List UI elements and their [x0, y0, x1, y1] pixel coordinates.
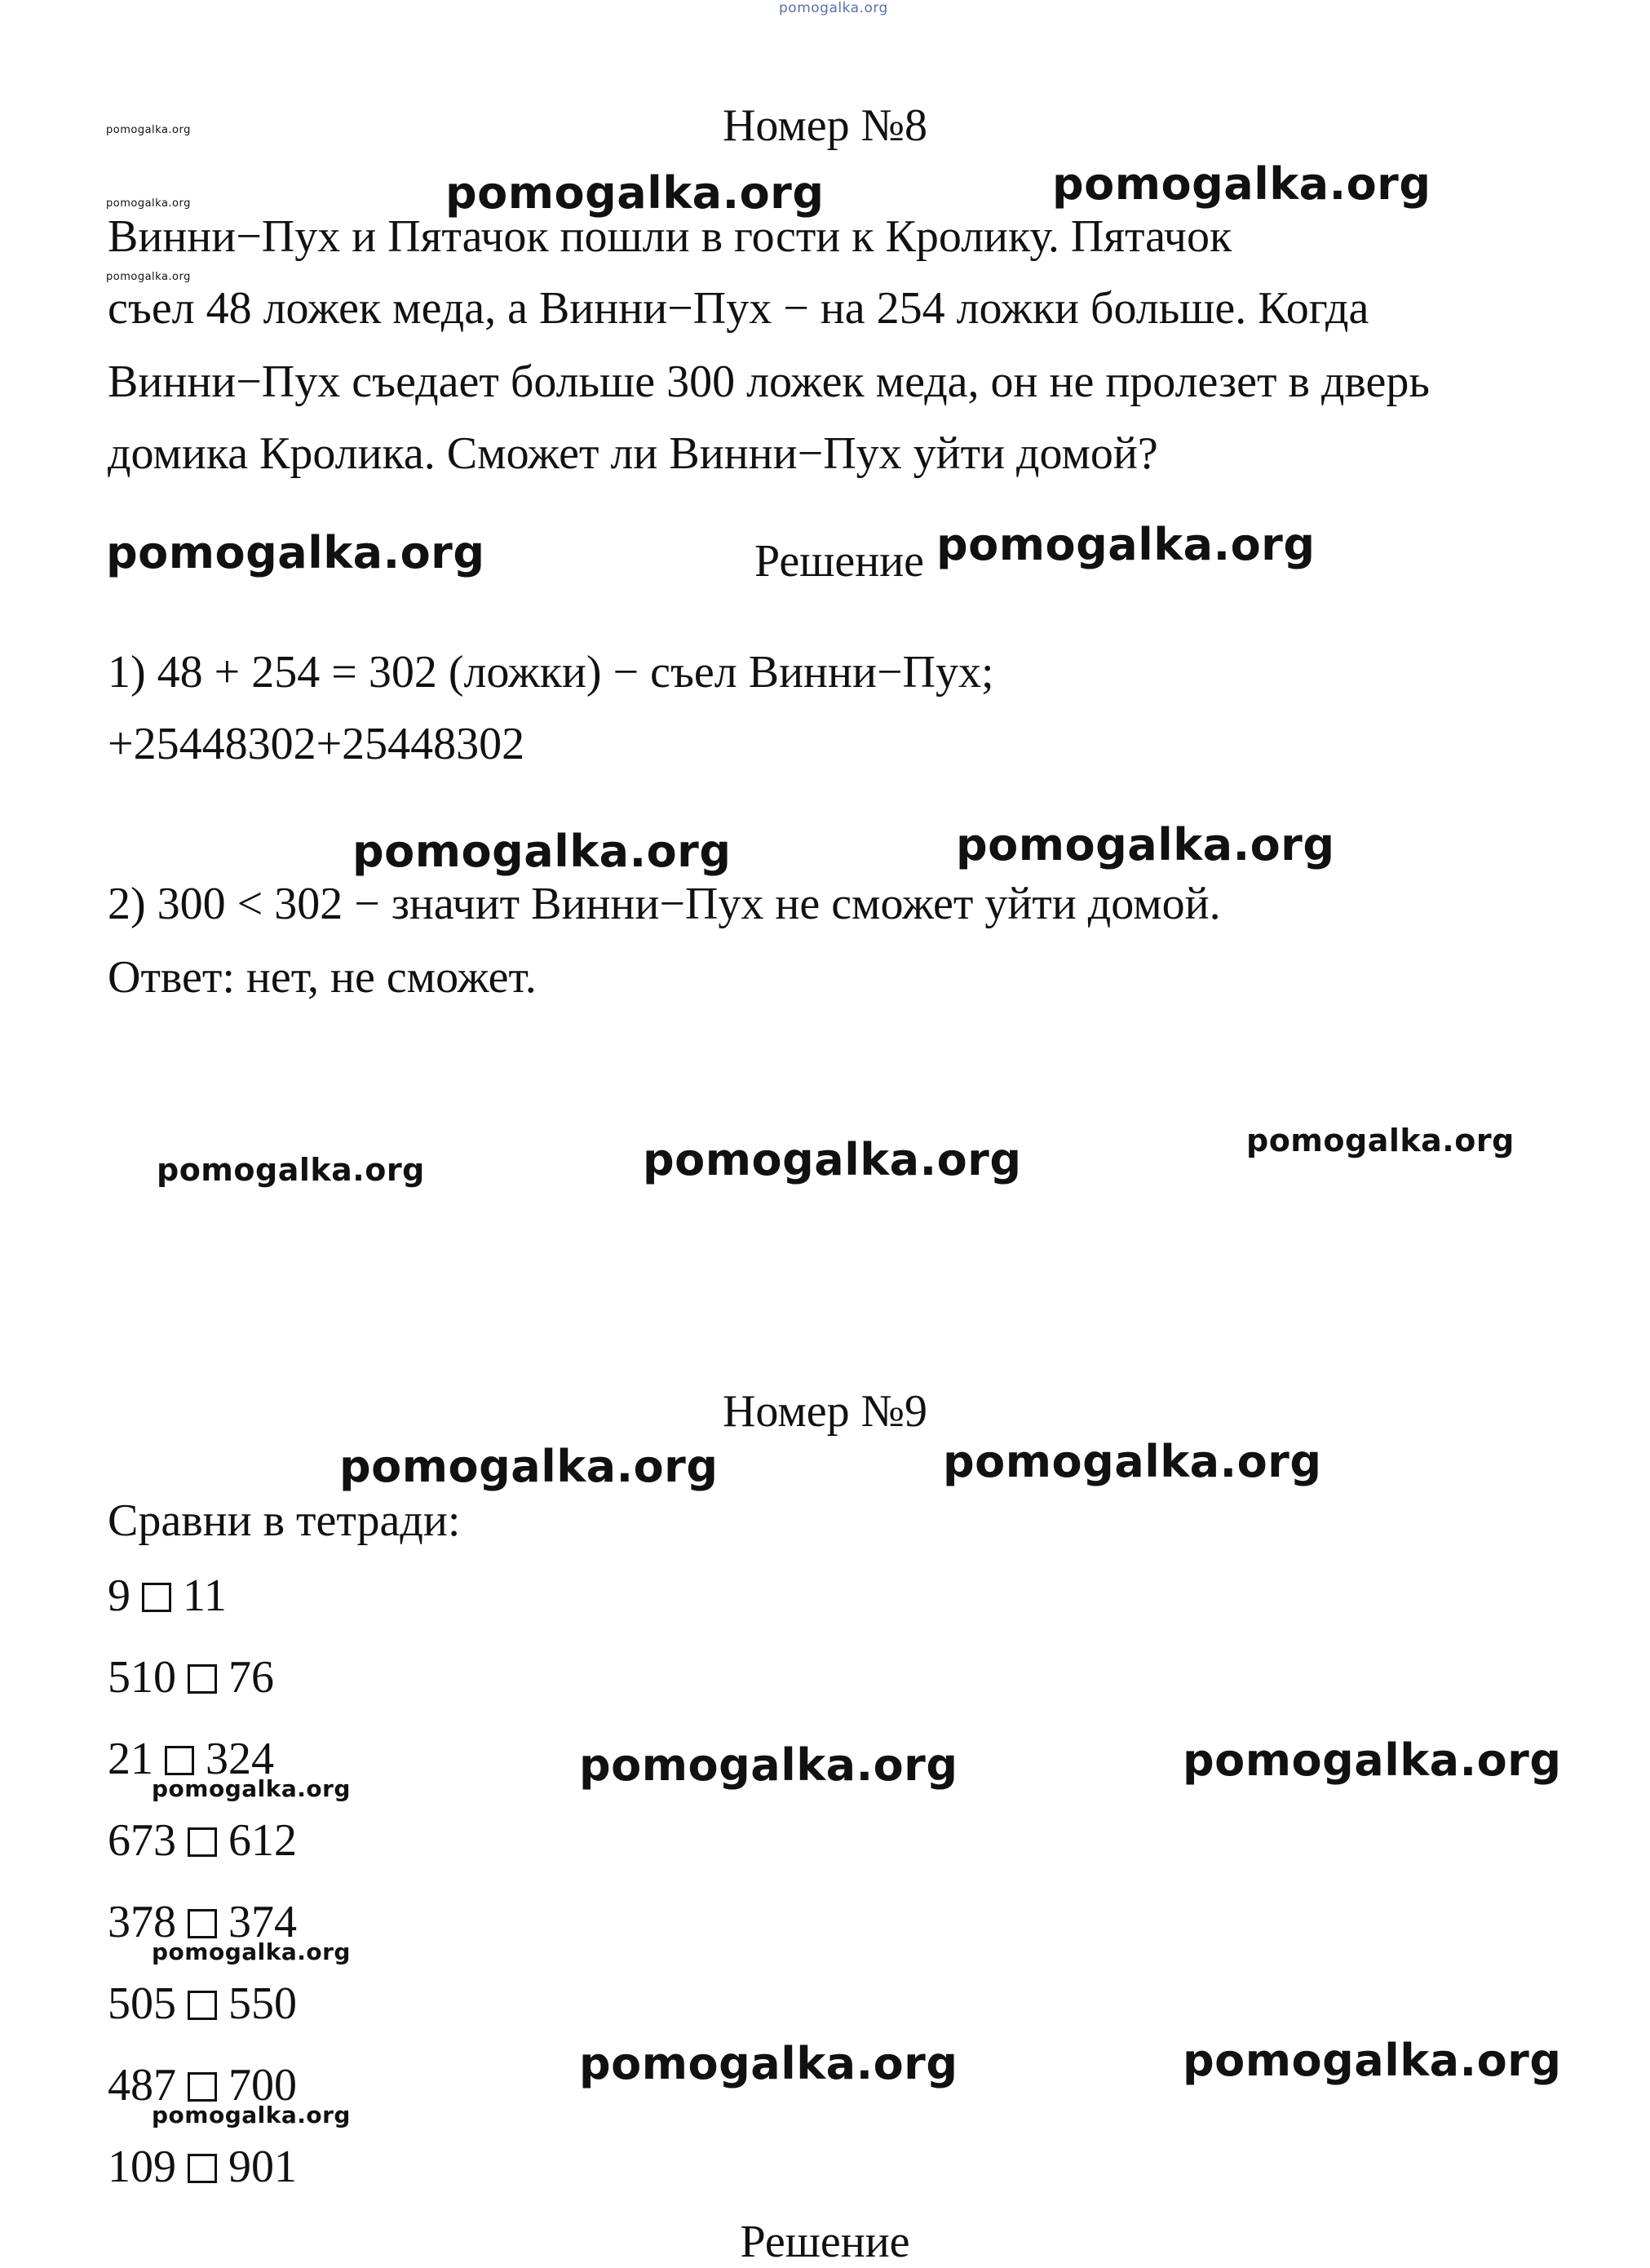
- watermark: pomogalka.org: [1183, 1734, 1562, 1786]
- comparison-right: 324: [206, 1734, 274, 1784]
- watermark-top: pomogalka.org: [779, 0, 888, 16]
- comparison-left: 109: [108, 2142, 176, 2192]
- watermark: pomogalka.org: [936, 519, 1316, 570]
- watermark: pomogalka.org: [152, 1775, 351, 1802]
- comparison-right: 901: [228, 2142, 297, 2192]
- task8-step: 1) 48 + 254 = 302 (ложки) − съел Винни−Пух;: [108, 647, 994, 698]
- comparison-box: [188, 1664, 217, 1694]
- comparison-right: 550: [228, 1978, 297, 2029]
- comparison-left: 505: [108, 1978, 176, 2029]
- task8-problem-line: Винни−Пух и Пятачок пошли в гости к Кролику. Пятачок: [108, 211, 1232, 262]
- comparison-left: 378: [108, 1897, 176, 1947]
- watermark: pomogalka.org: [352, 826, 732, 877]
- watermark: pomogalka.org: [579, 2038, 958, 2089]
- comparison-row: [108, 1815, 297, 1866]
- comparison-right: 700: [228, 2060, 297, 2111]
- task8-problem-line: домика Кролика. Сможет ли Винни−Пух уйти домой?: [108, 428, 1158, 479]
- comparison-box: [188, 2072, 217, 2102]
- watermark: pomogalka.org: [1052, 158, 1431, 210]
- comparison-right: 374: [228, 1897, 297, 1947]
- comparison-box: [165, 1746, 194, 1775]
- comparison-row: [108, 1652, 274, 1703]
- watermark: pomogalka.org: [1246, 1123, 1515, 1158]
- comparison-right: 76: [228, 1652, 274, 1703]
- comparison-right: 612: [228, 1815, 297, 1866]
- comparison-box: [188, 1991, 217, 2020]
- watermark-tiny: pomogalka.org: [106, 271, 191, 283]
- comparison-box: [188, 2154, 217, 2183]
- watermark: pomogalka.org: [943, 1436, 1322, 1487]
- watermark: pomogalka.org: [106, 527, 485, 578]
- task8-title: Номер №8: [722, 100, 928, 151]
- watermark: pomogalka.org: [1183, 2035, 1562, 2086]
- watermark-tiny: pomogalka.org: [106, 124, 191, 136]
- comparison-row: [108, 2144, 297, 2190]
- comparison-row: [108, 1570, 227, 1621]
- watermark: pomogalka.org: [152, 2102, 351, 2128]
- task8-problem-line: Винни−Пух съедает больше 300 ложек меда, он не пролезет в дверь: [108, 357, 1430, 407]
- comparison-left: 510: [108, 1652, 176, 1703]
- task8-step: +25448302+25448302: [108, 719, 525, 769]
- task8-problem-line: съел 48 ложек меда, а Винни−Пух − на 254 ложки больше. Когда: [108, 283, 1369, 334]
- task9-prompt: Сравни в тетради:: [108, 1495, 461, 1546]
- comparison-box: [142, 1583, 171, 1612]
- comparison-left: 487: [108, 2060, 176, 2111]
- comparison-box: [188, 1827, 217, 1857]
- watermark: pomogalka.org: [152, 1938, 351, 1965]
- comparison-box: [188, 1909, 217, 1938]
- watermark-tiny: pomogalka.org: [106, 197, 191, 210]
- task8-solution-heading: Решение: [754, 536, 925, 587]
- task8-step: 2) 300 < 302 − значит Винни−Пух не сможет уйти домой.: [108, 879, 1221, 929]
- comparison-left: 21: [108, 1734, 153, 1784]
- task8-answer: Ответ: нет, не сможет.: [108, 952, 537, 1003]
- watermark: pomogalka.org: [339, 1441, 719, 1492]
- watermark: pomogalka.org: [579, 1739, 958, 1791]
- comparison-right: 11: [183, 1570, 227, 1621]
- comparison-left: 9: [108, 1570, 130, 1621]
- comparison-left: 673: [108, 1815, 176, 1866]
- task9-solution-heading: Решение: [740, 2217, 910, 2267]
- watermark: pomogalka.org: [956, 819, 1335, 870]
- watermark: pomogalka.org: [445, 167, 825, 219]
- comparison-row: [108, 1978, 297, 2029]
- watermark: pomogalka.org: [643, 1134, 1022, 1185]
- watermark: pomogalka.org: [157, 1152, 425, 1188]
- task9-title: Номер №9: [722, 1386, 928, 1437]
